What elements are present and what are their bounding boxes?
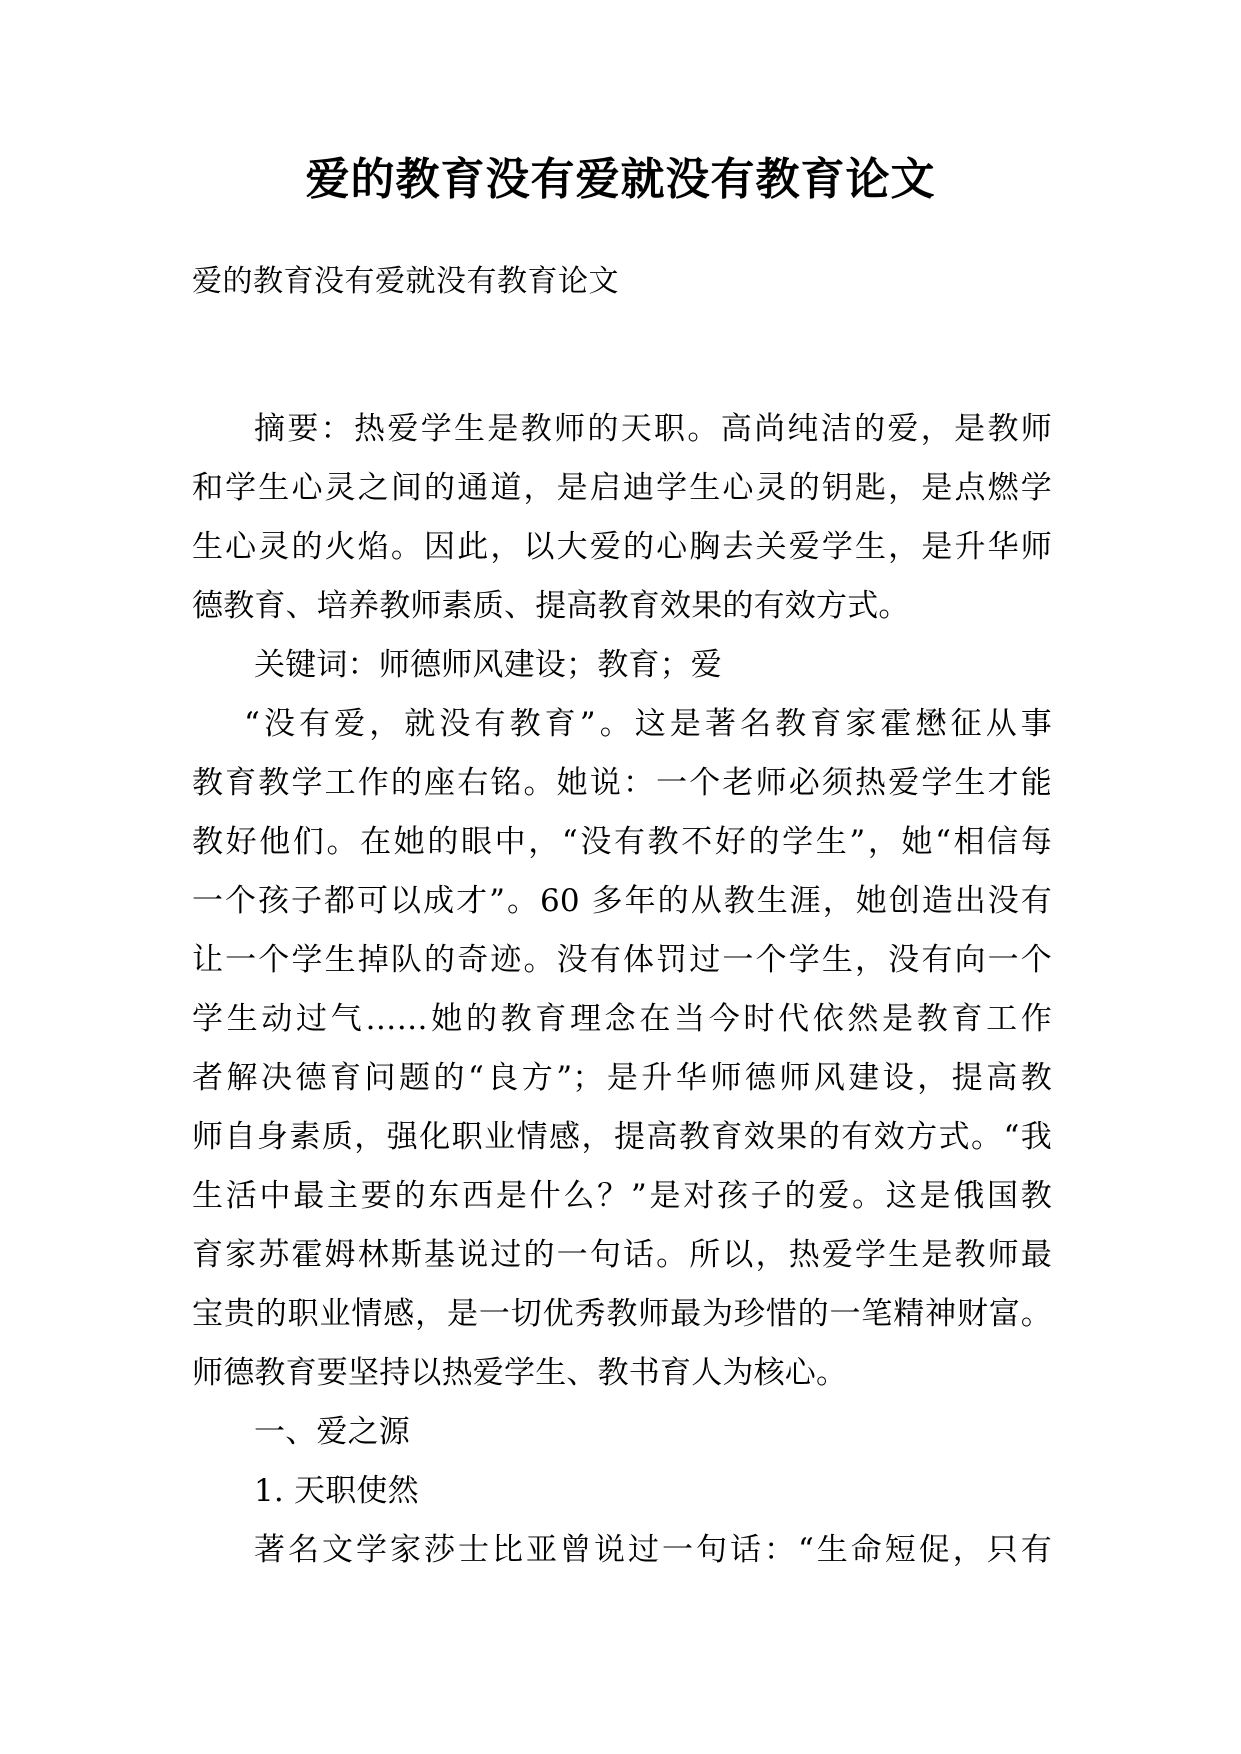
paragraph-line: “没有爱，就没有教育”。这是著名教育家霍懋征从事 (244, 706, 1052, 742)
paragraph-line: 宝贵的职业情感，是一切优秀教师最为珍惜的一笔精神财富。 (192, 1296, 1052, 1332)
abstract-line-2: 和学生心灵之间的通道，是启迪学生心灵的钥匙，是点燃学 (192, 470, 1052, 506)
keywords-line: 关键词：师德师风建设；教育；爱 (254, 647, 722, 683)
paragraph-line: 师德教育要坚持以热爱学生、教书育人为核心。 (192, 1355, 848, 1391)
paragraph-line: 著名文学家莎士比亚曾说过一句话：“生命短促，只有 (254, 1532, 1052, 1568)
document-body (192, 400, 1052, 1580)
paragraph-line: 让一个学生掉队的奇迹。没有体罚过一个学生，没有向一个 (192, 942, 1052, 978)
document-title: 爱的教育没有爱就没有教育论文 (305, 154, 936, 205)
paragraph-line: 者解决德育问题的“良方”；是升华师德师风建设，提高教 (192, 1060, 1052, 1096)
paragraph-line: 学生动过气……她的教育理念在当今时代依然是教育工作 (192, 1001, 1052, 1037)
abstract-line-1: 摘要：热爱学生是教师的天职。高尚纯洁的爱，是教师 (254, 411, 1052, 447)
paragraph-line: 教好他们。在她的眼中，“没有教不好的学生”，她“相信每 (192, 824, 1052, 860)
paragraph-line: 教育教学工作的座右铭。她说：一个老师必须热爱学生才能 (192, 765, 1052, 801)
section-heading: 一、爱之源 (254, 1414, 410, 1450)
abstract-line-3: 生心灵的火焰。因此，以大爱的心胸去关爱学生，是升华师 (192, 529, 1052, 565)
document-subtitle: 爱的教育没有爱就没有教育论文 (192, 264, 619, 299)
paragraph-line: 生活中最主要的东西是什么？”是对孩子的爱。这是俄国教 (192, 1178, 1052, 1214)
paragraph-line: 育家苏霍姆林斯基说过的一句话。所以，热爱学生是教师最 (192, 1237, 1052, 1273)
paragraph-line: 一个孩子都可以成才”。60 多年的从教生涯，她创造出没有 (192, 883, 1052, 919)
abstract-line-4: 德教育、培养教师素质、提高教育效果的有效方式。 (192, 588, 910, 624)
subsection-heading: 1. 天职使然 (254, 1473, 419, 1509)
paragraph-line: 师自身素质，强化职业情感，提高教育效果的有效方式。“我 (192, 1119, 1052, 1155)
